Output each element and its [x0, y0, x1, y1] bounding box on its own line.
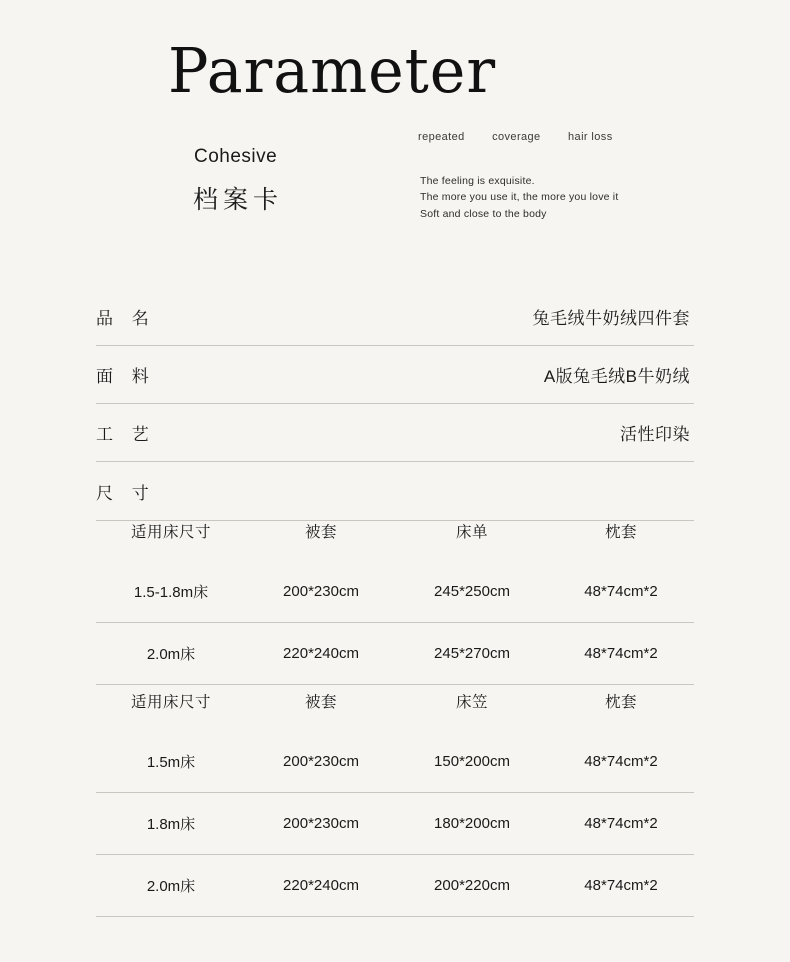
table-header-row — [96, 670, 694, 731]
cell-pillowcase: 48*74cm*2 — [548, 561, 694, 623]
table-row — [96, 855, 694, 917]
blurb-line-3: Soft and close to the body — [420, 207, 547, 220]
cell-duvet-cover: 200*230cm — [246, 561, 396, 623]
feature-tag-coverage: coverage — [492, 131, 541, 143]
cell-pillowcase: 48*74cm*2 — [548, 731, 694, 793]
cell-bed-size: 2.0m床 — [96, 855, 246, 917]
cell-bed-sheet: 245*270cm — [396, 623, 548, 685]
spec-value: A版兔毛绒B牛奶绒 — [543, 367, 690, 386]
spec-list — [96, 288, 694, 521]
page-title: Parameter — [168, 34, 497, 107]
spec-value: 活性印染 — [620, 425, 690, 444]
column-header-bed-size: 适用床尺寸 — [130, 693, 211, 711]
column-header-pillowcase: 枕套 — [604, 693, 637, 711]
cell-bed-size: 1.5m床 — [96, 731, 246, 793]
column-header-bed-sheet: 床单 — [455, 523, 488, 541]
spec-row-fabric — [96, 346, 694, 404]
table-header-row — [96, 500, 694, 561]
cell-bed-size: 1.5-1.8m床 — [96, 561, 246, 623]
subtitle-chinese: 档案卡 — [193, 186, 284, 214]
size-table-b — [96, 670, 694, 917]
spec-value: 兔毛绒牛奶绒四件套 — [532, 309, 690, 328]
cell-fitted-sheet: 200*220cm — [396, 855, 548, 917]
feature-tag-repeated: repeated — [418, 131, 465, 143]
spec-label: 面 料 — [96, 367, 156, 386]
column-header-duvet-cover: 被套 — [304, 693, 337, 711]
size-table-quilt-fitted-sheet — [96, 670, 694, 917]
spec-label: 工 艺 — [96, 425, 156, 444]
cell-duvet-cover: 200*230cm — [246, 731, 396, 793]
spec-label: 品 名 — [96, 309, 156, 328]
size-table-a — [96, 500, 694, 685]
description-blurb — [420, 173, 618, 222]
cell-bed-sheet: 245*250cm — [396, 561, 548, 623]
spec-row-craft — [96, 404, 694, 462]
cell-fitted-sheet: 150*200cm — [396, 731, 548, 793]
cell-bed-size: 1.8m床 — [96, 793, 246, 855]
column-header-bed-size: 适用床尺寸 — [130, 523, 211, 541]
cell-pillowcase: 48*74cm*2 — [548, 855, 694, 917]
spec-row-product-name — [96, 288, 694, 346]
column-header-pillowcase: 枕套 — [604, 523, 637, 541]
blurb-line-2: The more you use it, the more you love it — [420, 191, 619, 204]
column-header-fitted-sheet: 床笠 — [455, 693, 488, 711]
size-table-quilt-flat-sheet — [96, 500, 694, 685]
blurb-line-1: The feeling is exquisite. — [420, 175, 535, 187]
table-row — [96, 561, 694, 623]
cell-pillowcase: 48*74cm*2 — [548, 793, 694, 855]
cell-fitted-sheet: 180*200cm — [396, 793, 548, 855]
spec-label: 尺 寸 — [96, 483, 156, 503]
cell-pillowcase: 48*74cm*2 — [548, 623, 694, 685]
cell-bed-size: 2.0m床 — [96, 623, 246, 685]
table-row — [96, 731, 694, 793]
table-row — [96, 793, 694, 855]
feature-tag-hair-loss: hair loss — [568, 131, 613, 143]
cell-duvet-cover: 200*230cm — [246, 793, 396, 855]
subtitle-english: Cohesive — [194, 146, 278, 167]
feature-tags — [418, 131, 718, 143]
cell-duvet-cover: 220*240cm — [246, 623, 396, 685]
cell-duvet-cover: 220*240cm — [246, 855, 396, 917]
column-header-duvet-cover: 被套 — [304, 523, 337, 541]
